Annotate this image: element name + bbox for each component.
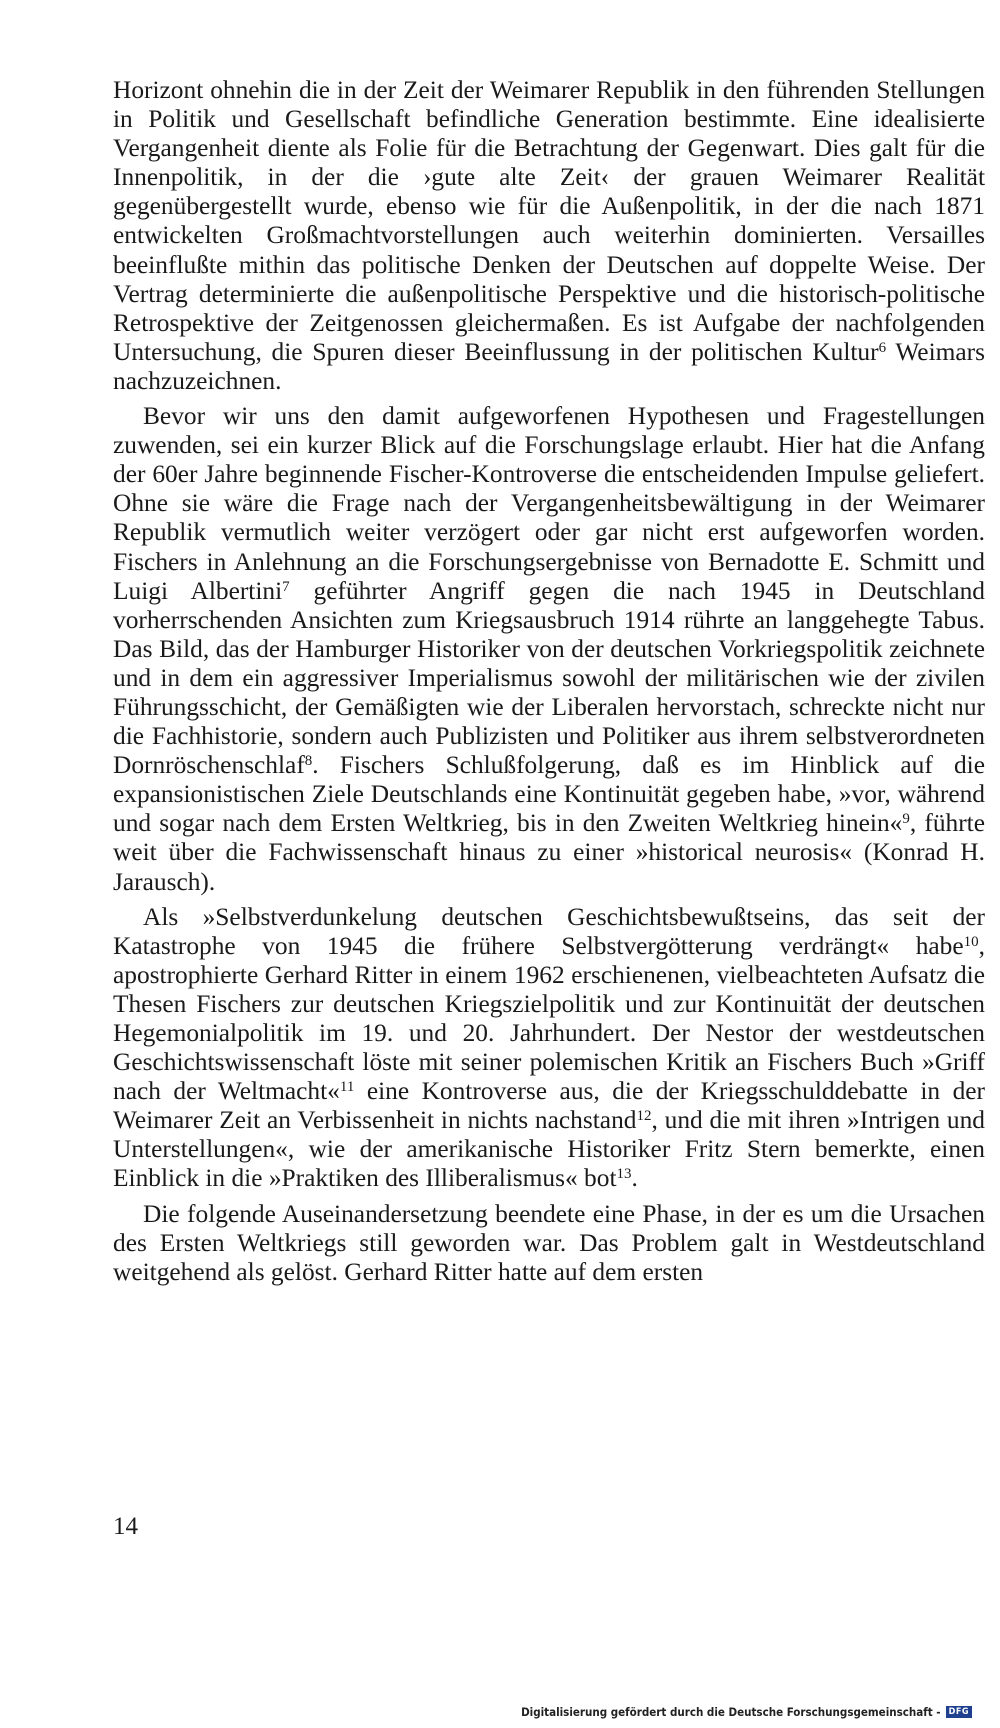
page-number: 14 (113, 1513, 138, 1540)
dfg-logo-icon: DFG (946, 1706, 972, 1718)
footer-text: Digitalisierung gefördert durch die Deutsche Forschungsgemeinschaft - (521, 1705, 941, 1719)
paragraph-4: Die folgende Auseinandersetzung beendete eine Phase, in der es um die Ursachen des Ersten Weltkriegs still geworden war. Das Problem galt in Westdeutschland weitgehend als gelöst. Gerhard Ritter hatte auf dem ersten (113, 1199, 985, 1286)
paragraph-1: Horizont ohnehin die in der Zeit der Weimarer Republik in den führenden Stellungen in Politik und Gesellschaft befindliche Generation bestimmte. Eine idealisierte Vergangenheit diente als Folie für die Betrachtung der Gegenwart. Dies galt für die Innenpolitik, in der die ›gute alte Zeit‹ der grauen Weimarer Realität gegenübergestellt wurde, ebenso wie für die Außenpolitik, in der die nach 1871 entwickelten Großmachtvorstellungen auch weiterhin dominierten. Versailles beeinflußte mithin das politische Denken der Deutschen auf doppelte Weise. Der Vertrag determinierte die außenpolitische Perspektive und die historisch-politische Retrospektive der Zeitgenossen gleichermaßen. Es ist Aufgabe der nachfolgenden Untersuchung, die Spuren dieser Beeinflussung in der politischen Kultur$^6$ Weimars nachzuzeichnen. (113, 76, 985, 395)
digitization-footer (521, 1705, 972, 1719)
paragraph-2: Bevor wir uns den damit aufgeworfenen Hypothesen und Fragestellungen zuwenden, sei ein kurzer Blick auf die Forschungslage erlaubt. Hier hat die Anfang der 60er Jahre beginnende Fischer-Kontroverse die entscheidenden Impulse geliefert. Ohne sie wäre die Frage nach der Vergangenheitsbewältigung in der Weimarer Republik vermutlich weiter verzögert oder gar nicht erst aufgeworfen worden. Fischers in Anlehnung an die Forschungsergebnisse von Bernadotte E. Schmitt und Luigi Albertini$^7$ geführter Angriff gegen die nach 1945 in Deutschland vorherrschenden Ansichten zum Kriegsausbruch 1914 rührte an langgehegte Tabus. Das Bild, das der Hamburger Historiker von der deutschen Vorkriegspolitik zeichnete und in dem ein aggressiver Imperialismus sowohl der militärischen wie der zivilen Führungsschicht, der Gemäßigten wie der Liberalen hervorstach, schreckte nicht nur die Fachhistorie, sondern auch Publizisten und Politiker aus ihrem selbstverordneten Dornröschenschlaf$^8$. Fischers Schlußfolgerung, daß es im Hinblick auf die expansionistischen Ziele Deutschlands eine Kontinuität gegeben habe, »vor, während und sogar nach dem Ersten Weltkrieg, bis in den Zweiten Weltkrieg hinein«$^9$, führte weit über die Fachwissenschaft hinaus zu einer »historical neurosis« (Konrad H. Jarausch). (113, 402, 985, 896)
page-body (113, 76, 985, 1287)
paragraph-3: Als »Selbstverdunkelung deutschen Geschichtsbewußtseins, das seit der Katastrophe von 1945 die frühere Selbstvergötterung verdrängt« habe$^{10}$, apostrophierte Gerhard Ritter in einem 1962 erschienenen, vielbeachteten Aufsatz die Thesen Fischers zur deutschen Kriegszielpolitik und zur Kontinuität der deutschen Hegemonialpolitik im 19. und 20. Jahrhundert. Der Nestor der westdeutschen Geschichtswissenschaft löste mit seiner polemischen Kritik an Fischers Buch »Griff nach der Weltmacht«$^{11}$ eine Kontroverse aus, die der Kriegsschulddebatte in der Weimarer Zeit an Verbissenheit in nichts nachstand$^{12}$, und die mit ihren »Intrigen und Unterstellungen«, wie der amerikanische Historiker Fritz Stern bemerkte, einen Einblick in die »Praktiken des Illiberalismus« bot$^{13}$. (113, 902, 985, 1193)
